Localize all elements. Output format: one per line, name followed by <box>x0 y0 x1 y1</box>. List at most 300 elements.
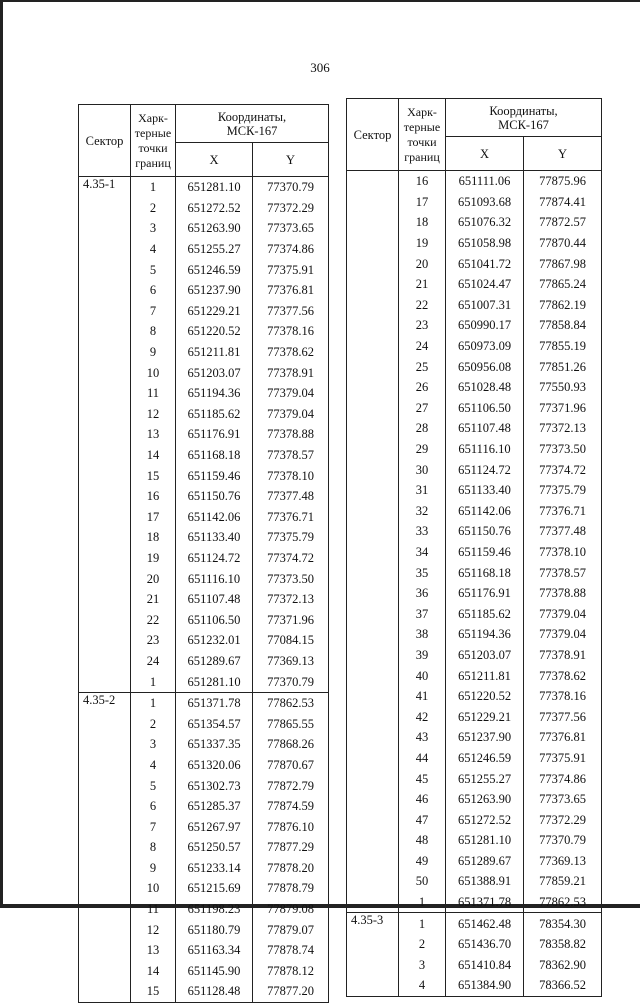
y-coordinate-cell: 77376.71 <box>524 501 602 522</box>
x-coordinate-cell: 651211.81 <box>446 665 524 686</box>
sector-cell <box>79 796 131 817</box>
sector-cell: 4.35-1 <box>79 177 131 198</box>
point-number-cell: 7 <box>131 301 176 322</box>
point-number-cell: 38 <box>399 624 446 645</box>
y-coordinate-cell: 77377.48 <box>524 521 602 542</box>
x-coordinate-cell: 651246.59 <box>446 748 524 769</box>
y-coordinate-cell: 77877.29 <box>253 837 329 858</box>
y-coordinate-cell: 78354.30 <box>524 913 602 934</box>
sector-cell <box>79 878 131 899</box>
sector-cell <box>79 404 131 425</box>
x-coordinate-cell: 651237.90 <box>176 280 253 301</box>
point-number-cell: 18 <box>399 212 446 233</box>
point-number-cell: 24 <box>399 336 446 357</box>
y-coordinate-cell: 77374.86 <box>253 239 329 260</box>
table-row <box>79 589 329 610</box>
y-coordinate-cell: 77376.81 <box>524 727 602 748</box>
x-coordinate-cell: 651263.90 <box>176 218 253 239</box>
point-number-cell: 15 <box>131 465 176 486</box>
table-row <box>347 686 602 707</box>
table-row <box>79 239 329 260</box>
sector-cell <box>79 527 131 548</box>
x-coordinate-cell: 651203.07 <box>446 645 524 666</box>
point-number-cell: 15 <box>131 981 176 1002</box>
table-row <box>79 775 329 796</box>
sector-cell <box>79 362 131 383</box>
y-coordinate-cell: 77378.91 <box>524 645 602 666</box>
x-coordinate-cell: 651142.06 <box>446 501 524 522</box>
sector-cell <box>79 940 131 961</box>
point-number-cell: 1 <box>399 913 446 934</box>
y-coordinate-cell: 77879.07 <box>253 919 329 940</box>
x-coordinate-cell: 651246.59 <box>176 259 253 280</box>
sector-cell <box>347 521 399 542</box>
sector-cell <box>347 686 399 707</box>
point-number-cell: 7 <box>131 816 176 837</box>
sector-cell <box>79 858 131 879</box>
table-row <box>347 398 602 419</box>
table-row <box>79 198 329 219</box>
table-row <box>79 259 329 280</box>
y-coordinate-cell: 78366.52 <box>524 975 602 996</box>
table-row <box>79 445 329 466</box>
y-coordinate-cell: 77378.62 <box>524 665 602 686</box>
point-number-cell: 39 <box>399 645 446 666</box>
table-row <box>347 851 602 872</box>
sector-cell: 4.35-2 <box>79 692 131 713</box>
sector-cell <box>79 280 131 301</box>
x-coordinate-cell: 651281.10 <box>446 830 524 851</box>
header-y: Y <box>253 143 329 177</box>
table-row <box>347 727 602 748</box>
y-coordinate-cell: 77378.16 <box>253 321 329 342</box>
table-row <box>347 603 602 624</box>
sector-cell <box>79 961 131 982</box>
x-coordinate-cell: 651232.01 <box>176 630 253 651</box>
sector-cell <box>79 609 131 630</box>
x-coordinate-cell: 651272.52 <box>176 198 253 219</box>
y-coordinate-cell: 77377.56 <box>253 301 329 322</box>
point-number-cell: 16 <box>399 171 446 192</box>
table-row <box>79 713 329 734</box>
point-number-cell: 19 <box>399 233 446 254</box>
sector-cell <box>79 919 131 940</box>
table-row <box>79 940 329 961</box>
point-number-cell: 2 <box>131 713 176 734</box>
table-row <box>79 527 329 548</box>
x-coordinate-cell: 651041.72 <box>446 253 524 274</box>
y-coordinate-cell: 77378.88 <box>253 424 329 445</box>
x-coordinate-cell: 651124.72 <box>446 459 524 480</box>
x-coordinate-cell: 651220.52 <box>446 686 524 707</box>
x-coordinate-cell: 651106.50 <box>176 609 253 630</box>
table-row <box>347 768 602 789</box>
y-coordinate-cell: 77370.79 <box>253 671 329 692</box>
table-row <box>79 218 329 239</box>
y-coordinate-cell: 77376.81 <box>253 280 329 301</box>
table-row <box>79 858 329 879</box>
y-coordinate-cell: 78362.90 <box>524 955 602 976</box>
x-coordinate-cell: 651107.48 <box>446 418 524 439</box>
x-coordinate-cell: 651281.10 <box>176 671 253 692</box>
table-row <box>347 501 602 522</box>
point-number-cell: 44 <box>399 748 446 769</box>
x-coordinate-cell: 651176.91 <box>176 424 253 445</box>
point-number-cell: 3 <box>131 734 176 755</box>
y-coordinate-cell: 77379.04 <box>524 624 602 645</box>
table-row <box>79 796 329 817</box>
table-row <box>79 177 329 198</box>
point-number-cell: 1 <box>131 671 176 692</box>
table-row <box>79 878 329 899</box>
y-coordinate-cell: 77379.04 <box>253 404 329 425</box>
sector-cell <box>79 239 131 260</box>
x-coordinate-cell: 651272.52 <box>446 809 524 830</box>
point-number-cell: 28 <box>399 418 446 439</box>
point-number-cell: 2 <box>399 934 446 955</box>
point-number-cell: 5 <box>131 775 176 796</box>
x-coordinate-cell: 651215.69 <box>176 878 253 899</box>
y-coordinate-cell: 77874.41 <box>524 192 602 213</box>
sector-cell <box>347 955 399 976</box>
sector-cell <box>79 445 131 466</box>
sector-cell <box>347 171 399 192</box>
x-coordinate-cell: 651028.48 <box>446 377 524 398</box>
table-row <box>347 212 602 233</box>
table-row <box>347 975 602 996</box>
y-coordinate-cell: 77378.10 <box>253 465 329 486</box>
sector-cell <box>347 934 399 955</box>
x-coordinate-cell: 651229.21 <box>176 301 253 322</box>
table-row <box>79 486 329 507</box>
sector-cell <box>347 459 399 480</box>
x-coordinate-cell: 651233.14 <box>176 858 253 879</box>
point-number-cell: 10 <box>131 878 176 899</box>
table-row <box>347 356 602 377</box>
sector-cell <box>79 630 131 651</box>
x-coordinate-cell: 651281.10 <box>176 177 253 198</box>
table-row <box>79 651 329 672</box>
y-coordinate-cell: 77865.24 <box>524 274 602 295</box>
x-coordinate-cell: 651285.37 <box>176 796 253 817</box>
table-row <box>79 919 329 940</box>
point-number-cell: 14 <box>131 445 176 466</box>
sector-cell <box>347 212 399 233</box>
y-coordinate-cell: 77372.29 <box>253 198 329 219</box>
point-number-cell: 32 <box>399 501 446 522</box>
point-number-cell: 31 <box>399 480 446 501</box>
sector-cell <box>347 439 399 460</box>
sector-cell <box>79 755 131 776</box>
point-number-cell: 8 <box>131 321 176 342</box>
sector-cell <box>347 706 399 727</box>
y-coordinate-cell: 77369.13 <box>524 851 602 872</box>
sector-cell <box>79 775 131 796</box>
sector-cell <box>347 274 399 295</box>
point-number-cell: 1 <box>131 177 176 198</box>
x-coordinate-cell: 651116.10 <box>446 439 524 460</box>
table-row <box>347 934 602 955</box>
sector-cell <box>347 233 399 254</box>
y-coordinate-cell: 77867.98 <box>524 253 602 274</box>
sector-cell <box>79 899 131 920</box>
table-row <box>347 542 602 563</box>
x-coordinate-cell: 651250.57 <box>176 837 253 858</box>
x-coordinate-cell: 651211.81 <box>176 342 253 363</box>
x-coordinate-cell: 651133.40 <box>176 527 253 548</box>
sector-cell <box>347 624 399 645</box>
point-number-cell: 4 <box>399 975 446 996</box>
table-row <box>347 480 602 501</box>
x-coordinate-cell: 651462.48 <box>446 913 524 934</box>
coordinates-table-left <box>78 104 329 1003</box>
x-coordinate-cell: 651185.62 <box>176 404 253 425</box>
x-coordinate-cell: 651255.27 <box>446 768 524 789</box>
y-coordinate-cell: 77862.19 <box>524 295 602 316</box>
sector-cell <box>347 727 399 748</box>
point-number-cell: 19 <box>131 548 176 569</box>
table-row <box>79 424 329 445</box>
point-number-cell: 45 <box>399 768 446 789</box>
table-row <box>79 548 329 569</box>
sector-cell <box>79 383 131 404</box>
x-coordinate-cell: 651289.67 <box>176 651 253 672</box>
y-coordinate-cell: 77370.79 <box>524 830 602 851</box>
sector-cell <box>79 589 131 610</box>
sector-cell <box>347 295 399 316</box>
point-number-cell: 46 <box>399 789 446 810</box>
table-row <box>79 630 329 651</box>
sector-cell <box>79 342 131 363</box>
sector-cell <box>347 253 399 274</box>
point-number-cell: 36 <box>399 583 446 604</box>
y-coordinate-cell: 77862.53 <box>253 692 329 713</box>
table-row <box>347 377 602 398</box>
table-row <box>347 871 602 892</box>
x-coordinate-cell: 651337.35 <box>176 734 253 755</box>
x-coordinate-cell: 651176.91 <box>446 583 524 604</box>
y-coordinate-cell: 77872.57 <box>524 212 602 233</box>
x-coordinate-cell: 651111.06 <box>446 171 524 192</box>
x-coordinate-cell: 651302.73 <box>176 775 253 796</box>
sector-cell <box>347 665 399 686</box>
y-coordinate-cell: 77084.15 <box>253 630 329 651</box>
table-row <box>79 465 329 486</box>
point-number-cell: 12 <box>131 919 176 940</box>
y-coordinate-cell: 77874.59 <box>253 796 329 817</box>
x-coordinate-cell: 651229.21 <box>446 706 524 727</box>
table-row <box>347 913 602 934</box>
table-row <box>347 418 602 439</box>
x-coordinate-cell: 651124.72 <box>176 548 253 569</box>
point-number-cell: 1 <box>131 692 176 713</box>
sector-cell <box>347 398 399 419</box>
sector-cell <box>79 259 131 280</box>
table-row <box>79 671 329 692</box>
y-coordinate-cell: 77373.50 <box>253 568 329 589</box>
sector-cell <box>79 486 131 507</box>
y-coordinate-cell: 77371.96 <box>253 609 329 630</box>
point-number-cell: 6 <box>131 796 176 817</box>
table-row <box>79 734 329 755</box>
y-coordinate-cell: 77870.44 <box>524 233 602 254</box>
header-coordinates: Координаты, МСК-167 <box>176 105 329 143</box>
table-row <box>347 706 602 727</box>
sector-cell <box>79 734 131 755</box>
x-coordinate-cell: 651198.23 <box>176 899 253 920</box>
sector-cell <box>347 830 399 851</box>
table-row <box>79 961 329 982</box>
sector-cell <box>79 981 131 1002</box>
y-coordinate-cell: 77878.20 <box>253 858 329 879</box>
x-coordinate-cell: 651159.46 <box>446 542 524 563</box>
x-coordinate-cell: 651371.78 <box>176 692 253 713</box>
point-number-cell: 23 <box>131 630 176 651</box>
header-boundary-points: Харк- терные точки границ <box>131 105 176 177</box>
y-coordinate-cell: 77372.13 <box>253 589 329 610</box>
sector-cell: 4.35-3 <box>347 913 399 934</box>
y-coordinate-cell: 77878.12 <box>253 961 329 982</box>
table-row <box>79 280 329 301</box>
point-number-cell: 22 <box>131 609 176 630</box>
page-number: 306 <box>310 60 330 75</box>
header-x: X <box>176 143 253 177</box>
y-coordinate-cell: 77379.04 <box>253 383 329 404</box>
table-row <box>79 321 329 342</box>
header-coordinates: Координаты, МСК-167 <box>446 99 602 137</box>
point-number-cell: 34 <box>399 542 446 563</box>
x-coordinate-cell: 651180.79 <box>176 919 253 940</box>
sector-cell <box>347 377 399 398</box>
table-row <box>347 748 602 769</box>
x-coordinate-cell: 651263.90 <box>446 789 524 810</box>
sector-cell <box>79 816 131 837</box>
table-row <box>79 609 329 630</box>
y-coordinate-cell: 77878.79 <box>253 878 329 899</box>
x-coordinate-cell: 651128.48 <box>176 981 253 1002</box>
x-coordinate-cell: 651145.90 <box>176 961 253 982</box>
x-coordinate-cell: 651320.06 <box>176 755 253 776</box>
x-coordinate-cell: 651106.50 <box>446 398 524 419</box>
sector-cell <box>347 418 399 439</box>
y-coordinate-cell: 77372.13 <box>524 418 602 439</box>
sector-cell <box>347 356 399 377</box>
point-number-cell: 21 <box>399 274 446 295</box>
x-coordinate-cell: 651168.18 <box>446 562 524 583</box>
point-number-cell: 40 <box>399 665 446 686</box>
point-number-cell: 21 <box>131 589 176 610</box>
sector-cell <box>347 583 399 604</box>
table-row <box>347 315 602 336</box>
sector-cell <box>347 892 399 913</box>
point-number-cell: 27 <box>399 398 446 419</box>
y-coordinate-cell: 77375.79 <box>524 480 602 501</box>
y-coordinate-cell: 77875.96 <box>524 171 602 192</box>
y-coordinate-cell: 77879.08 <box>253 899 329 920</box>
table-row <box>79 568 329 589</box>
x-coordinate-cell: 651107.48 <box>176 589 253 610</box>
x-coordinate-cell: 651116.10 <box>176 568 253 589</box>
table-row <box>347 583 602 604</box>
sector-cell <box>347 748 399 769</box>
sector-cell <box>79 651 131 672</box>
table-row <box>79 507 329 528</box>
x-coordinate-cell: 651194.36 <box>446 624 524 645</box>
table-row <box>79 404 329 425</box>
point-number-cell: 6 <box>131 280 176 301</box>
x-coordinate-cell: 650990.17 <box>446 315 524 336</box>
table-row <box>79 981 329 1002</box>
y-coordinate-cell: 77373.65 <box>524 789 602 810</box>
sector-cell <box>79 507 131 528</box>
y-coordinate-cell: 77373.50 <box>524 439 602 460</box>
table-row <box>79 837 329 858</box>
x-coordinate-cell: 651436.70 <box>446 934 524 955</box>
point-number-cell: 25 <box>399 356 446 377</box>
sector-cell <box>347 501 399 522</box>
x-coordinate-cell: 651289.67 <box>446 851 524 872</box>
header-y: Y <box>524 137 602 171</box>
y-coordinate-cell: 77378.91 <box>253 362 329 383</box>
x-coordinate-cell: 651185.62 <box>446 603 524 624</box>
header-x: X <box>446 137 524 171</box>
sector-cell <box>79 713 131 734</box>
x-coordinate-cell: 651024.47 <box>446 274 524 295</box>
point-number-cell: 8 <box>131 837 176 858</box>
table-row <box>347 809 602 830</box>
sector-cell <box>347 975 399 996</box>
table-row <box>79 362 329 383</box>
point-number-cell: 22 <box>399 295 446 316</box>
x-coordinate-cell: 651384.90 <box>446 975 524 996</box>
x-coordinate-cell: 651076.32 <box>446 212 524 233</box>
y-coordinate-cell: 77375.91 <box>253 259 329 280</box>
point-number-cell: 29 <box>399 439 446 460</box>
y-coordinate-cell: 77378.62 <box>253 342 329 363</box>
y-coordinate-cell: 77377.48 <box>253 486 329 507</box>
sector-cell <box>347 645 399 666</box>
header-boundary-points: Харк- терные точки границ <box>399 99 446 171</box>
y-coordinate-cell: 77378.57 <box>524 562 602 583</box>
y-coordinate-cell: 77376.71 <box>253 507 329 528</box>
point-number-cell: 14 <box>131 961 176 982</box>
point-number-cell: 23 <box>399 315 446 336</box>
y-coordinate-cell: 77862.53 <box>524 892 602 913</box>
y-coordinate-cell: 77374.86 <box>524 768 602 789</box>
x-coordinate-cell: 651163.34 <box>176 940 253 961</box>
x-coordinate-cell: 651093.68 <box>446 192 524 213</box>
x-coordinate-cell: 651267.97 <box>176 816 253 837</box>
point-number-cell: 11 <box>131 899 176 920</box>
y-coordinate-cell: 77370.79 <box>253 177 329 198</box>
table-row <box>79 692 329 713</box>
point-number-cell: 11 <box>131 383 176 404</box>
page-edge-left <box>0 0 3 908</box>
sector-cell <box>347 871 399 892</box>
header-sector: Сектор <box>79 105 131 177</box>
y-coordinate-cell: 77369.13 <box>253 651 329 672</box>
y-coordinate-cell: 77378.16 <box>524 686 602 707</box>
point-number-cell: 33 <box>399 521 446 542</box>
y-coordinate-cell: 77550.93 <box>524 377 602 398</box>
x-coordinate-cell: 651410.84 <box>446 955 524 976</box>
sector-cell <box>79 465 131 486</box>
table-row <box>347 521 602 542</box>
point-number-cell: 37 <box>399 603 446 624</box>
y-coordinate-cell: 77876.10 <box>253 816 329 837</box>
y-coordinate-cell: 78358.82 <box>524 934 602 955</box>
y-coordinate-cell: 77878.74 <box>253 940 329 961</box>
